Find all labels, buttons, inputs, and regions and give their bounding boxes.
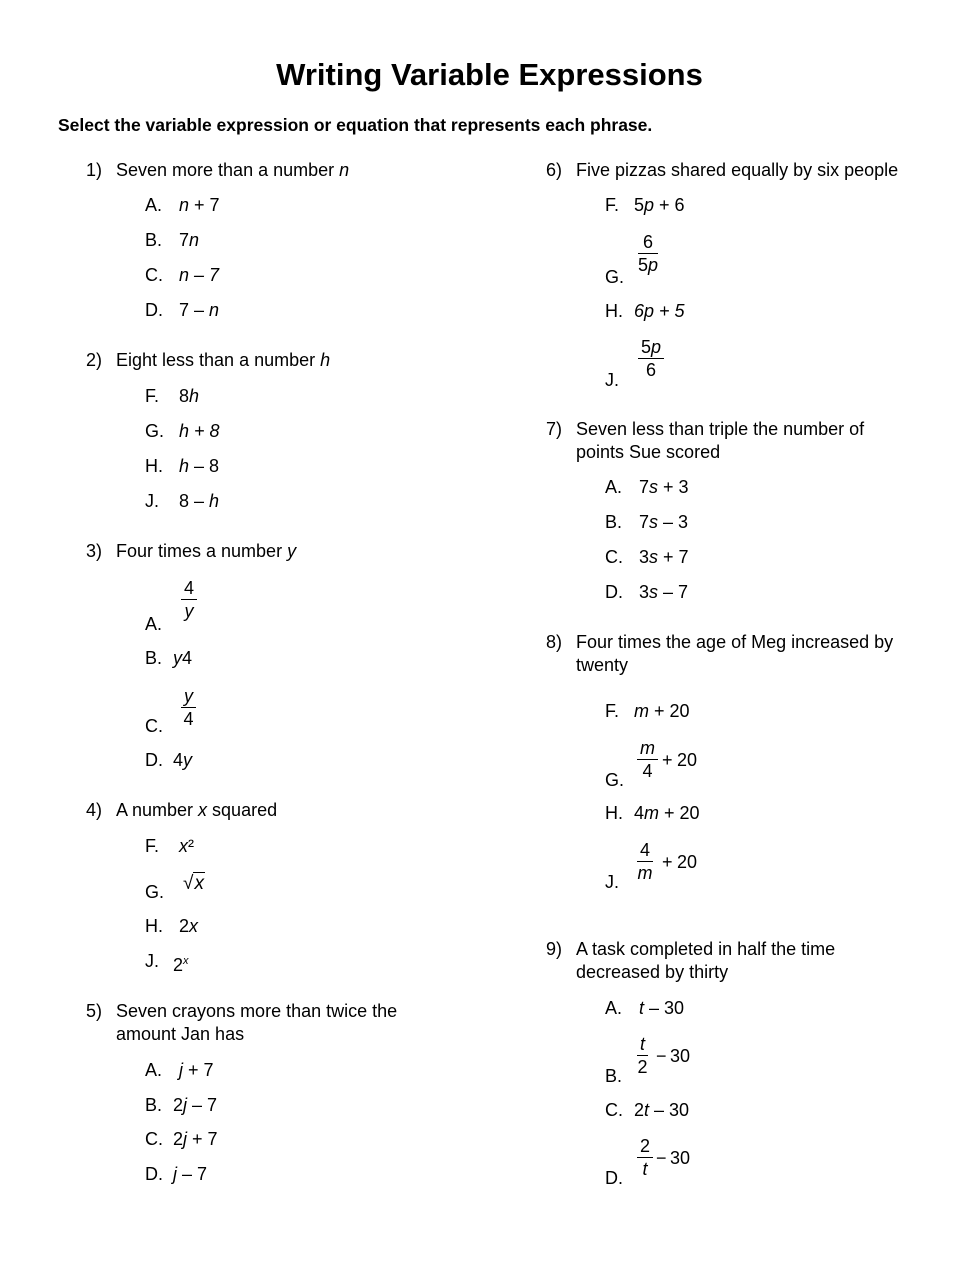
minus-sign: − bbox=[656, 1148, 667, 1168]
answer-option-1a[interactable]: A. n + 7 bbox=[145, 195, 220, 215]
fraction: 2 t bbox=[637, 1135, 653, 1180]
answer-option-6f[interactable]: F. 5p + 6 bbox=[605, 195, 685, 215]
minus-sign: − bbox=[656, 1046, 667, 1066]
question-number: 4) bbox=[86, 800, 103, 820]
question-text-line2: decreased by thirty bbox=[576, 962, 729, 982]
question-number: 6) bbox=[546, 160, 563, 180]
question-number: 7) bbox=[546, 419, 563, 439]
answer-option-3d[interactable]: D. 4y bbox=[145, 750, 193, 770]
question-number: 1) bbox=[86, 160, 103, 180]
question-number: 9) bbox=[546, 939, 563, 959]
fraction: 5p 6 bbox=[638, 336, 664, 381]
answer-option-4f[interactable]: F. x² bbox=[145, 836, 194, 856]
answer-option-5a[interactable]: A. j + 7 bbox=[145, 1060, 214, 1080]
question-text-line1: Four times the age of Meg increased by bbox=[576, 632, 894, 652]
answer-option-7a[interactable]: A. 7s + 3 bbox=[605, 477, 689, 497]
answer-option-2j[interactable]: J. 8 – h bbox=[145, 491, 220, 511]
answer-option-9a[interactable]: A. t – 30 bbox=[605, 998, 685, 1018]
question-number: 5) bbox=[86, 1001, 103, 1021]
answer-option-3a[interactable]: A. bbox=[145, 614, 163, 634]
fraction: 6 5p bbox=[638, 232, 659, 275]
question-text-line2: amount Jan has bbox=[116, 1024, 245, 1044]
answer-option-5d[interactable]: D. j – 7 bbox=[145, 1164, 208, 1184]
answer-option-5b[interactable]: B. 2j – 7 bbox=[145, 1095, 218, 1115]
answer-option-8h[interactable]: H. 4m + 20 bbox=[605, 803, 700, 823]
answer-option-4g[interactable]: G. bbox=[145, 882, 165, 902]
constant: 30 bbox=[670, 1148, 691, 1168]
answer-option-8j[interactable]: J. bbox=[605, 872, 620, 892]
answer-option-6j[interactable]: J. bbox=[605, 370, 620, 390]
answer-option-4j[interactable]: J. 2$^x$ bbox=[145, 951, 189, 975]
answer-option-8g[interactable]: G. bbox=[605, 770, 625, 790]
answer-option-2f[interactable]: F. 8h bbox=[145, 386, 200, 406]
answer-option-1b[interactable]: B. 7n bbox=[145, 230, 200, 250]
answer-option-9d[interactable]: D. bbox=[605, 1168, 623, 1188]
answer-option-9c[interactable]: C. 2t – 30 bbox=[605, 1100, 690, 1120]
answer-option-7b[interactable]: B. 7s – 3 bbox=[605, 512, 689, 532]
answer-option-3c[interactable]: C. bbox=[145, 716, 163, 736]
fraction: t 2 bbox=[637, 1034, 648, 1077]
question-text-line2: twenty bbox=[576, 655, 629, 675]
answer-option-1d[interactable]: D. 7 – n bbox=[145, 300, 220, 320]
question-number: 3) bbox=[86, 541, 103, 561]
answer-option-1c[interactable]: C. n – 7 bbox=[145, 265, 220, 285]
plus-sign: + bbox=[662, 852, 673, 872]
question-text: Four times a number y bbox=[116, 541, 297, 561]
question-text-line1: Seven less than triple the number of bbox=[576, 419, 865, 439]
question-text: Eight less than a number h bbox=[116, 350, 331, 370]
answer-option-9b[interactable]: B. bbox=[605, 1066, 623, 1086]
answer-option-6h[interactable]: H. 6p + 5 bbox=[605, 301, 685, 321]
answer-option-5c[interactable]: C. 2j + 7 bbox=[145, 1129, 218, 1149]
plus-sign: + bbox=[662, 750, 673, 770]
answer-option-2g[interactable]: G. h + 8 bbox=[145, 421, 220, 441]
answer-option-8f[interactable]: F. m + 20 bbox=[605, 701, 690, 721]
fraction: 4 y bbox=[181, 577, 197, 622]
constant: 30 bbox=[670, 1046, 691, 1066]
question-number: 8) bbox=[546, 632, 563, 652]
question-text: Five pizzas shared equally by six people bbox=[576, 160, 899, 180]
question-text: Seven more than a number n bbox=[116, 160, 350, 180]
instructions: Select the variable expression or equation that represents each phrase. bbox=[58, 115, 653, 135]
constant: 20 bbox=[677, 852, 698, 872]
fraction: y 4 bbox=[181, 685, 196, 730]
question-text-line1: A task completed in half the time bbox=[576, 939, 836, 959]
answer-option-2h[interactable]: H. h – 8 bbox=[145, 456, 220, 476]
question-text-line2: points Sue scored bbox=[576, 442, 721, 462]
answer-option-7d[interactable]: D. 3s – 7 bbox=[605, 582, 689, 602]
answer-option-4h[interactable]: H. 2x bbox=[145, 916, 199, 936]
answer-option-3b[interactable]: B. y4 bbox=[145, 648, 193, 668]
question-text: A number x squared bbox=[116, 800, 278, 820]
constant: 20 bbox=[677, 750, 698, 770]
fraction: m 4 bbox=[637, 737, 658, 782]
answer-option-6g[interactable]: G. bbox=[605, 267, 625, 287]
fraction: 4 m bbox=[637, 840, 653, 883]
question-number: 2) bbox=[86, 350, 103, 370]
question-text-line1: Seven crayons more than twice the bbox=[116, 1001, 398, 1021]
square-root: √x bbox=[183, 873, 204, 894]
answer-option-7c[interactable]: C. 3s + 7 bbox=[605, 547, 689, 567]
page-title: Writing Variable Expressions bbox=[276, 57, 703, 92]
